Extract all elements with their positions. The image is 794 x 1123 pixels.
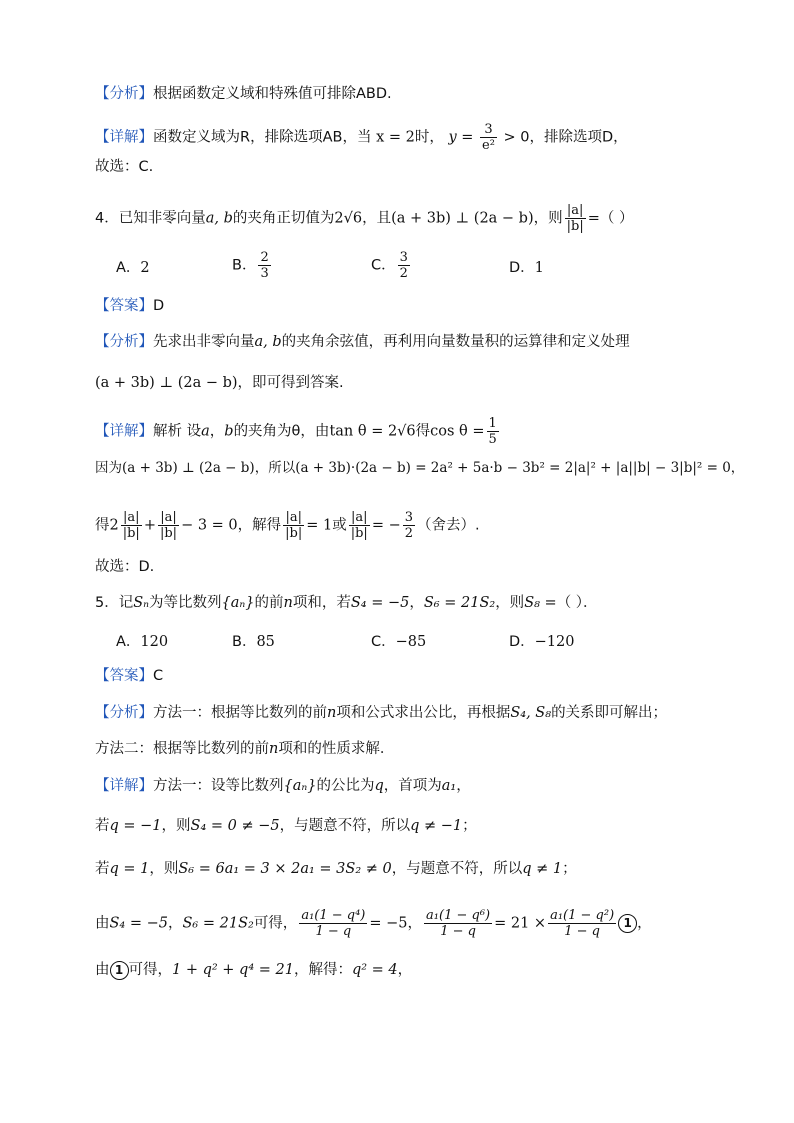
q4-answer [95,296,754,316]
detail-text: 由 [95,962,110,978]
detail-text: ， [456,778,471,794]
fraction-numerator: |a| [158,510,179,526]
analysis-text: ，即可得到答案. [237,375,344,391]
option-b [232,632,275,652]
q5-answer [95,666,754,686]
stem-text: 5．记 [95,595,134,611]
math-expr: q ≠ −1 [410,818,463,834]
option-c [371,250,412,281]
detail-text: 的夹角为θ，由 [233,423,330,440]
fraction [403,510,415,541]
analysis-text: 方法二：根据等比数列的前 [95,741,269,757]
math-expr: a, b [205,210,233,227]
q5-analysis [95,703,754,723]
q4-conclusion: 故选：D. [95,559,155,575]
math-expr: = − [371,517,401,534]
math-expr: (a + 3b) ⊥ (2a − b) [95,375,238,391]
q5-detail-line2 [95,816,754,836]
stem-text: 4．已知非零向量 [95,210,206,227]
math-expr: q² = 4 [351,962,398,978]
analysis-tag: 【分析】 [95,86,153,102]
math-expr: S₄ = −5 [350,595,410,611]
fraction-denominator: 2 [399,266,408,281]
option-letter: B． [232,257,257,274]
detail-text: （舍去） [417,517,476,534]
detail-text: 若 [95,818,110,834]
answer-tag: 【答案】 [95,668,153,684]
detail-text: ，与题意不符，所以 [279,818,411,834]
detail-text: > 0，排除选项D， [503,129,628,146]
q4-detail [95,416,754,447]
fraction-numerator: a₁(1 − q⁴) [301,908,366,923]
q5-detail-line3 [95,859,754,879]
circled-number: 1 [110,961,129,980]
option-letter: D． [509,260,535,276]
math-expr: y = [448,129,474,146]
math-expr: S₈ = [524,595,557,611]
stem-text: =（ ） [587,210,634,227]
option-value: −85 [395,634,427,650]
math-expr: S₄ = −5 [109,915,168,932]
q5-detail-line5 [95,960,754,980]
detail-text: 或 [332,517,347,534]
fraction-numerator: |a| [565,203,586,219]
analysis-text: 的夹角余弦值，再利用向量数量积的运算律和定义处理 [281,334,630,350]
detail-text: ，则 [161,818,191,834]
detail-tag: 【详解】 [95,129,153,146]
fraction [158,510,179,541]
fraction [283,510,304,541]
q4-stem [95,203,754,234]
analysis-tag: 【分析】 [95,334,153,350]
math-expr: {aₙ} [221,595,255,611]
fraction [398,250,410,281]
q4-analysis-cont [95,373,754,393]
detail-text: ，与题意不符，所以 [391,861,523,877]
q4-detail-line3 [95,510,754,541]
fraction [487,416,499,447]
fraction-denominator: 2 [404,526,414,541]
fraction-numerator: 3 [404,510,414,525]
option-letter: D． [509,634,535,650]
option-letter: A． [116,634,141,650]
detail-text: 由 [95,915,110,932]
q4-analysis [95,332,754,352]
q5-stem [95,593,754,613]
math-expr: 2√6 [334,210,363,227]
fraction [349,510,370,541]
detail-text: . [475,517,480,534]
math-expr: 1 + q² + q⁴ = 21 [172,962,294,978]
math-expr: tan θ = 2√6 [329,423,416,440]
detail-text: 解析 设 [153,423,202,440]
analysis-text: 项和公式求出公比，再根据 [336,705,511,721]
fraction-denominator: 1 − q [315,924,352,939]
analysis-text: 方法一：根据等比数列的前 [153,705,327,721]
fraction-denominator: 1 − q [564,924,600,939]
fraction-numerator: 3 [480,122,497,138]
fraction [565,203,586,234]
option-letter: B． [232,634,257,650]
math-expr: (a + 3b) ⊥ (2a − b)，所以 [122,460,296,476]
detail-text: ； [462,818,477,834]
option-value: 2 [140,260,150,276]
detail-text: ，则 [149,861,179,877]
math-expr: x = 2时， [376,129,444,146]
fraction [299,908,367,939]
option-d [509,632,575,652]
analysis-text: 根据函数定义域和特殊值可排除ABD. [153,86,392,102]
math-expr: n [283,595,293,611]
detail-text: 可得， [253,915,298,932]
detail-text: 因为 [95,460,122,476]
fraction-numerator: a₁(1 − q²) [550,908,615,923]
math-expr: (a + 3b)·(2a − b) = 2a² + 5a·b − 3b² = 2|a|² + |a||b| − 3|b|² = 0 [295,460,731,476]
q5-analysis-cont [95,739,754,759]
stem-text: ，且 [362,210,392,227]
analysis-tag: 【分析】 [95,705,153,721]
stem-text: ， [409,595,424,611]
math-expr: S₆ = 21S₂ [423,595,496,611]
math-expr: a, b [254,334,282,350]
option-value: 1 [534,260,544,276]
fraction-denominator: 1 − q [440,924,476,939]
math-expr: = 1 [306,517,333,534]
option-b [232,250,273,281]
math-expr: − 3 = 0 [181,517,238,534]
math-expr: n [269,741,279,757]
detail-text: ，解得： [293,962,352,978]
fraction [548,908,616,939]
q5-detail-line4 [95,908,754,939]
math-expr: S₄, S₈ [510,705,552,721]
detail-text: 函数定义域为R，排除选项AB，当 [153,129,372,146]
fraction-numerator: |a| [349,510,370,526]
detail-text: ， [209,423,225,440]
option-letter: C． [371,634,396,650]
math-expr: Sₙ [133,595,150,611]
math-expr: 2 [109,517,119,534]
fraction-numerator: 2 [260,250,269,265]
fraction [480,122,497,153]
fraction [121,510,142,541]
fraction-denominator: |b| [159,526,178,541]
detail-text: ， [407,915,423,932]
q4-detail-line2 [95,458,754,478]
analysis-text: 的关系即可解出； [551,705,668,721]
math-expr: S₆ = 21S₂ [182,915,254,932]
option-value: 120 [140,634,169,650]
math-expr: {aₙ} [283,778,317,794]
fraction [424,908,492,939]
q5-detail [95,776,754,796]
stem-text: （ ）． [556,595,598,611]
fraction-numerator: 1 [488,416,497,431]
detail-text: ，解得 [237,517,282,534]
option-letter: C． [371,257,396,274]
math-expr: n [327,705,337,721]
fraction-numerator: |a| [283,510,304,526]
detail-text: ； [562,861,577,877]
stem-text: 的前 [254,595,284,611]
detail-text: 得 [415,423,431,440]
math-expr: + [143,517,156,534]
math-expr: b [224,423,234,440]
fraction-numerator: 3 [399,250,408,265]
answer-tag: 【答案】 [95,298,153,314]
detail-text: 可得， [128,962,172,978]
q3-analysis [95,84,754,104]
answer-value: C [153,668,164,684]
analysis-text: 先求出非零向量 [153,334,255,350]
fraction [258,250,270,281]
option-c [371,632,426,652]
math-expr: (a + 3b) ⊥ (2a − b) [391,210,534,227]
fraction-denominator: e² [482,138,495,153]
fraction-denominator: |b| [285,526,303,541]
math-expr: q ≠ 1 [522,861,563,877]
detail-text: 方法一：设等比数列 [153,778,284,794]
stem-text: 的夹角正切值为 [232,210,335,227]
fraction-denominator: |b| [566,219,584,234]
fraction-numerator: |a| [121,510,142,526]
q3-detail [95,122,754,153]
detail-text: ， [168,915,183,932]
circled-number: 1 [618,914,637,933]
detail-text: ， [397,962,413,978]
option-value: 85 [256,634,275,650]
detail-text: ， [730,460,745,476]
detail-text: 得 [95,517,110,534]
detail-text: ，首项为 [383,778,442,794]
detail-text: ， [637,915,652,932]
detail-tag: 【详解】 [95,778,153,794]
fraction-denominator: |b| [350,526,368,541]
math-expr: S₆ = 6a₁ = 3 × 2a₁ = 3S₂ ≠ 0 [178,861,392,877]
analysis-text: 项和的性质求解． [278,741,395,757]
math-expr: a [201,423,210,440]
answer-value: D [153,298,165,314]
fraction-numerator: a₁(1 − q⁶) [426,908,491,923]
stem-text: ，则 [533,210,563,227]
fraction-denominator: 3 [260,266,269,281]
q3-conclusion: 故选：C. [95,159,154,175]
detail-tag: 【详解】 [95,423,153,440]
math-expr: = 21 × [494,915,547,932]
option-d [509,258,544,278]
math-expr: = −5 [369,915,408,932]
fraction-denominator: |b| [122,526,140,541]
math-expr: a₁ [441,778,457,794]
option-a [116,632,168,652]
math-expr: S₄ = 0 ≠ −5 [190,818,280,834]
math-expr: q = −1 [109,818,162,834]
option-letter: A． [116,260,141,276]
stem-text: 项和，若 [292,595,351,611]
stem-text: 为等比数列 [149,595,222,611]
option-a [116,258,150,278]
math-expr: q [374,778,384,794]
detail-text: 的公比为 [316,778,375,794]
detail-text: 若 [95,861,110,877]
math-expr: q = 1 [109,861,150,877]
option-value: −120 [534,634,575,650]
fraction-denominator: 5 [488,432,497,447]
stem-text: ，则 [495,595,525,611]
math-expr: cos θ = [430,423,485,440]
